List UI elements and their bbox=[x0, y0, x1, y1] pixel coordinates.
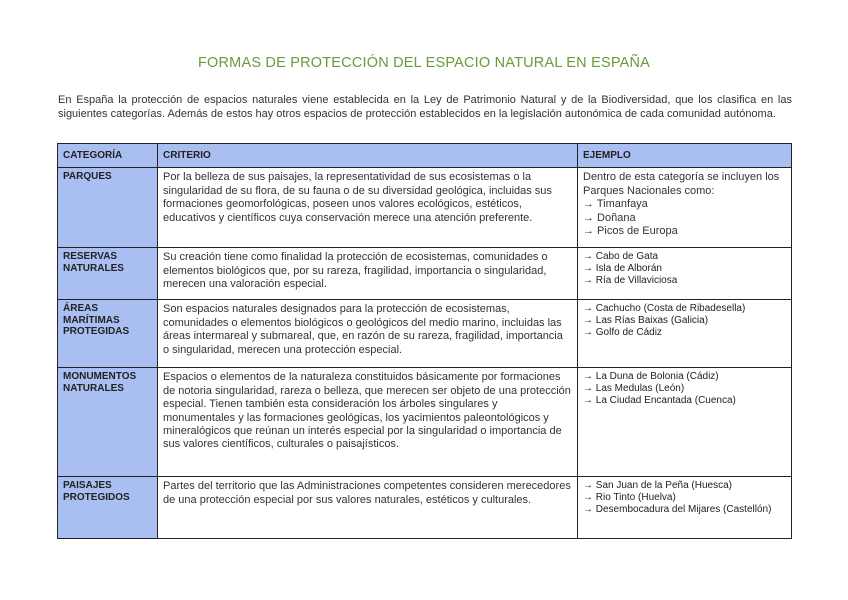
example-item: → Rio Tinto (Huelva) bbox=[583, 492, 676, 504]
table-row bbox=[58, 477, 792, 539]
example-item: Dentro de esta categoría se incluyen los Parques Nacionales como: bbox=[583, 171, 780, 197]
example-item: → Timanfaya bbox=[583, 198, 648, 211]
category-cell: PARQUES bbox=[58, 168, 158, 248]
header-criterio: CRITERIO bbox=[158, 144, 578, 168]
category-cell: MONUMENTOS NATURALES bbox=[58, 368, 158, 477]
example-item: → Las Rías Baixas (Galicia) bbox=[583, 315, 709, 327]
example-item: → San Juan de la Peña (Huesca) bbox=[583, 480, 732, 492]
intro-paragraph: En España la protección de espacios naturales viene establecida en la Ley de Patrimonio Natural y de la Biodiversidad, que los clasifica en las siguientes categorías. Además de estos hay otros espacios de protección establecidos en la legislación autonómica de cada comunidad autónoma. bbox=[58, 94, 792, 120]
example-item: → Picos de Europa bbox=[583, 225, 678, 238]
table-row bbox=[58, 168, 792, 248]
page-title: FORMAS DE PROTECCIÓN DEL ESPACIO NATURAL EN ESPAÑA bbox=[197, 55, 651, 71]
example-item: → Las Medulas (León) bbox=[583, 383, 685, 395]
protection-table bbox=[57, 143, 792, 539]
category-cell: RESERVAS NATURALES bbox=[58, 248, 158, 300]
table-row bbox=[58, 368, 792, 477]
example-item: → Cabo de Gata bbox=[583, 251, 659, 263]
criterion-cell: Su creación tiene como finalidad la protección de ecosistemas, comunidades o elementos biológicos que, por su rareza, fragilidad, importancia o singularidad, merecen una valoración especial. bbox=[158, 248, 578, 300]
examples-cell bbox=[578, 300, 792, 368]
example-item: → Isla de Alborán bbox=[583, 263, 662, 275]
examples-cell bbox=[578, 168, 792, 248]
table-row bbox=[58, 248, 792, 300]
example-item: → Cachucho (Costa de Ribadesella) bbox=[583, 303, 746, 315]
criterion-cell: Por la belleza de sus paisajes, la representatividad de sus ecosistemas o la singularidad de su flora, de su fauna o de su diversidad geológica, incluidas sus formaciones geomorfológicas, poseen unos valores ecológicos, estéticos, educativos y científicos cuya conservación merece una atención preferente. bbox=[158, 168, 578, 248]
header-categoria: CATEGORÍA bbox=[58, 144, 158, 168]
category-cell: ÁREAS MARÍTIMAS PROTEGIDAS bbox=[58, 300, 158, 368]
example-item: → Desembocadura del Mijares (Castellón) bbox=[583, 504, 772, 516]
table-row bbox=[58, 300, 792, 368]
table-header-row bbox=[58, 144, 792, 168]
examples-cell bbox=[578, 368, 792, 477]
header-ejemplo: EJEMPLO bbox=[578, 144, 792, 168]
example-item: → Golfo de Cádiz bbox=[583, 327, 662, 339]
criterion-cell: Son espacios naturales designados para la protección de ecosistemas, comunidades o elementos biológicos o geológicos del medio marino, incluidas las áreas intermareal y submareal, que, en razón de su rareza, fragilidad, importancia o singularidad, merecen una protección especial. bbox=[158, 300, 578, 368]
examples-cell bbox=[578, 477, 792, 539]
criterion-cell: Espacios o elementos de la naturaleza constituidos básicamente por formaciones de notoria singularidad, rareza o belleza, que merecen ser objeto de una protección especial. Tienen también esta consideración los árboles singulares y monumentales y las formaciones geológicas, los yacimientos paleontológicos y mineralógicos que reúnan un interés especial por la singularidad o importancia de sus valores científicos, culturales o paisajísticos. bbox=[158, 368, 578, 477]
example-item: → Ría de Villaviciosa bbox=[583, 275, 678, 287]
criterion-cell: Partes del territorio que las Administraciones competentes consideren merecedores de una protección especial por sus valores naturales, estéticos y culturales. bbox=[158, 477, 578, 539]
example-item: → La Duna de Bolonia (Cádiz) bbox=[583, 371, 719, 383]
category-cell: PAISAJES PROTEGIDOS bbox=[58, 477, 158, 539]
example-item: → Doñana bbox=[583, 211, 636, 224]
examples-cell bbox=[578, 248, 792, 300]
example-item: → La Ciudad Encantada (Cuenca) bbox=[583, 395, 736, 407]
